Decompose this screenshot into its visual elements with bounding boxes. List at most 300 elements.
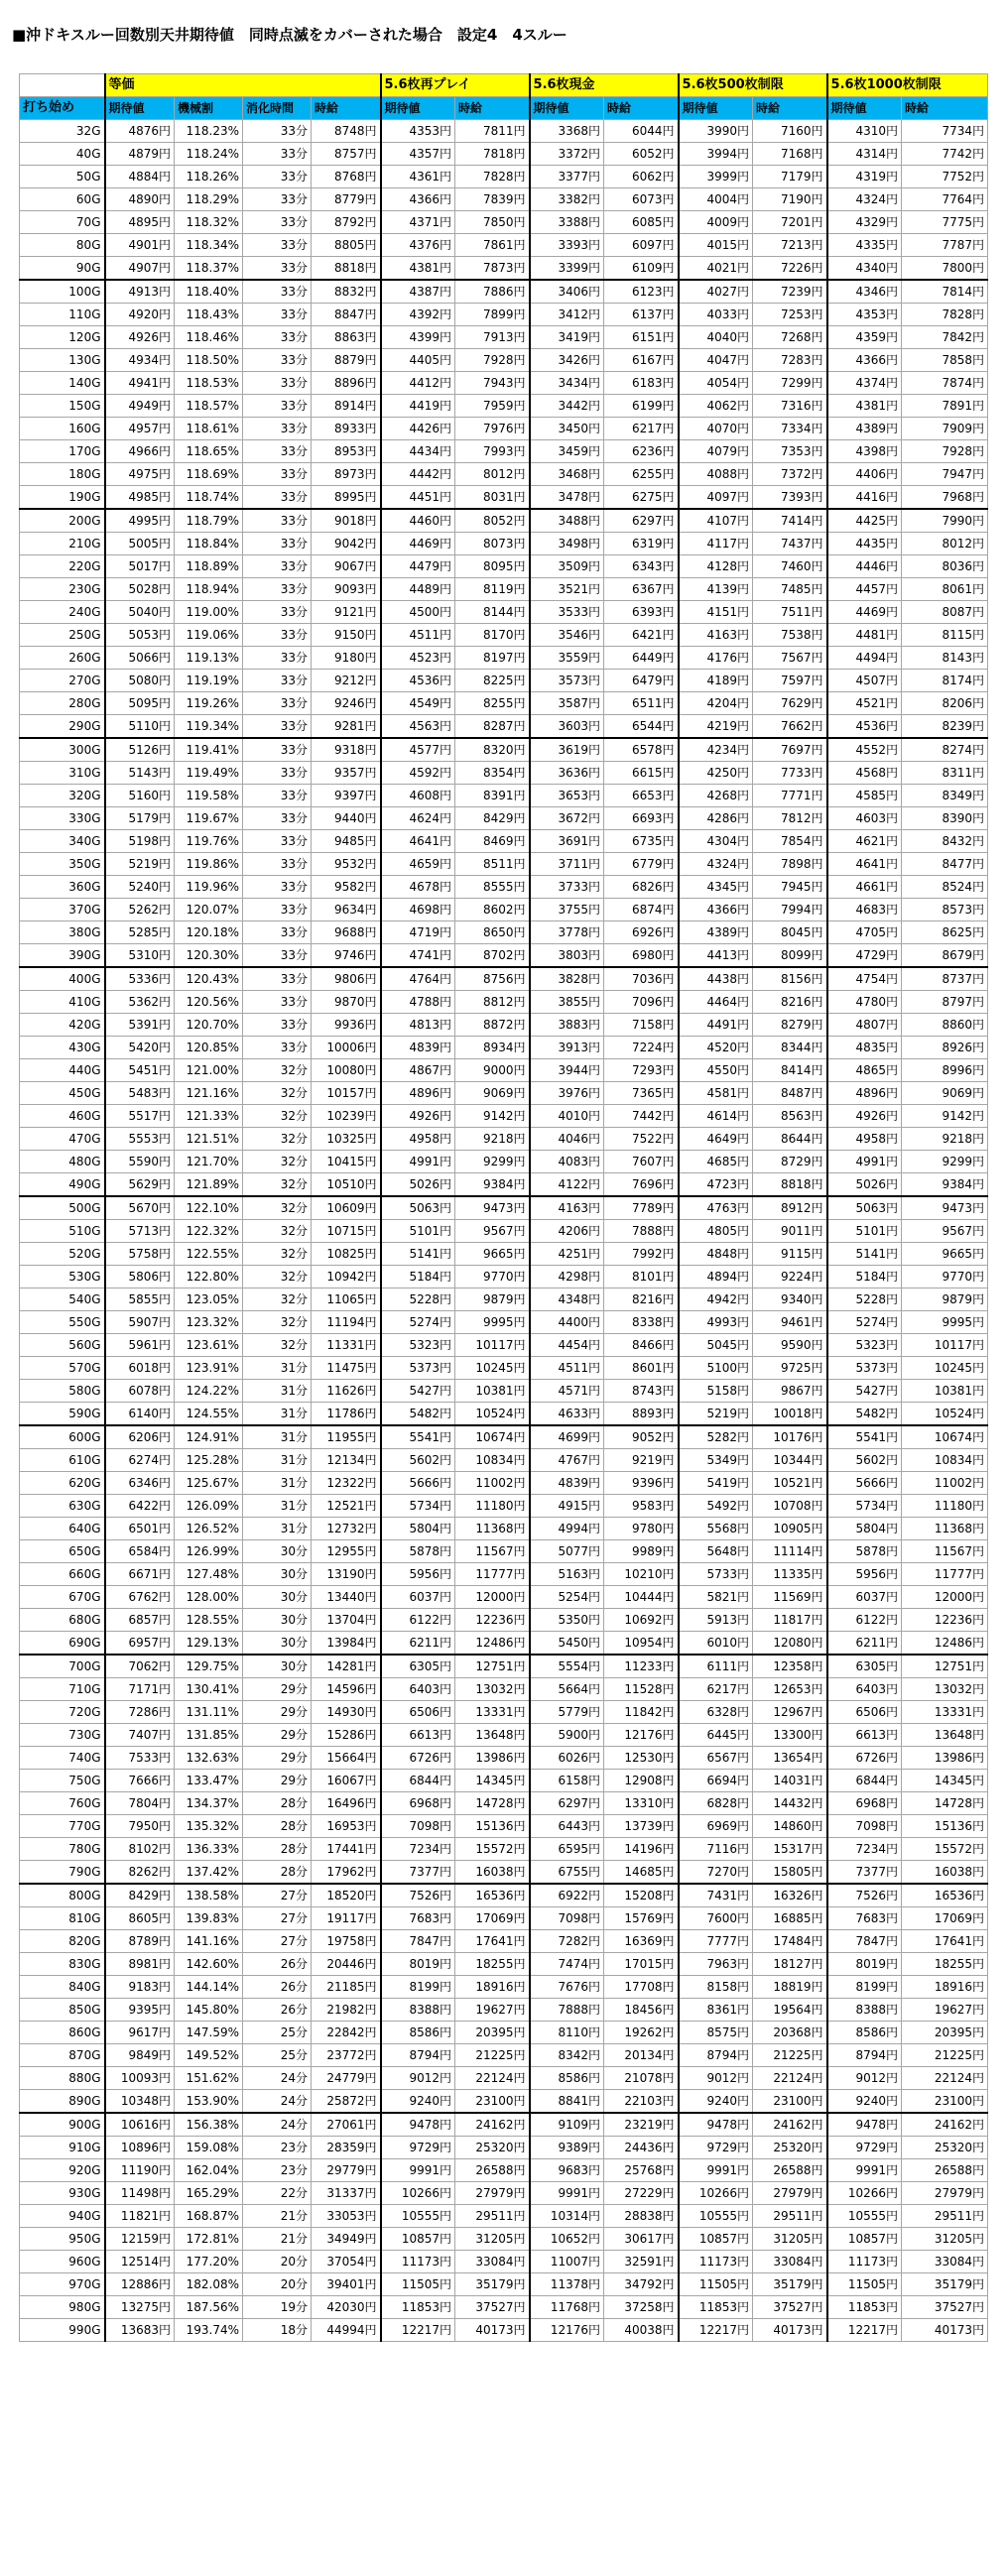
- table-cell: 8794円: [381, 2044, 455, 2067]
- table-cell: 31分: [243, 1380, 312, 1403]
- table-cell: 7414円: [753, 509, 827, 533]
- table-cell: 5734円: [827, 1495, 902, 1518]
- table-cell: 118.94%: [175, 578, 243, 601]
- table-cell: 18255円: [902, 1953, 988, 1976]
- table-cell: 40038円: [604, 2319, 679, 2342]
- table-cell: 7213円: [753, 234, 827, 257]
- table-cell: 7909円: [902, 418, 988, 440]
- table-cell: 7062円: [105, 1655, 175, 1678]
- table-cell: 4698円: [381, 899, 455, 921]
- table-cell: 13275円: [105, 2296, 175, 2319]
- table-cell: 7270円: [679, 1861, 753, 1885]
- table-cell: 9183円: [105, 1976, 175, 1999]
- table-cell: 19627円: [902, 1999, 988, 2022]
- table-cell: 121.00%: [175, 1059, 243, 1082]
- table-cell: 27分: [243, 1930, 312, 1953]
- table-cell: 7764円: [902, 188, 988, 211]
- table-cell: 11173円: [827, 2251, 902, 2273]
- table-cell: 5804円: [381, 1518, 455, 1540]
- table-cell: 5900円: [530, 1724, 604, 1747]
- table-cell: 4416円: [827, 486, 902, 510]
- table-cell: 119.58%: [175, 785, 243, 807]
- table-cell: 5219円: [679, 1403, 753, 1426]
- table-cell: 26588円: [753, 2159, 827, 2182]
- table-cell: 33分: [243, 120, 312, 143]
- start-game-cell: 510G: [20, 1220, 105, 1243]
- table-cell: 8144円: [455, 601, 530, 624]
- table-cell: 10381円: [902, 1380, 988, 1403]
- table-cell: 4839円: [381, 1037, 455, 1059]
- table-cell: 14432円: [753, 1792, 827, 1815]
- table-cell: 8115円: [902, 624, 988, 647]
- table-cell: 7190円: [753, 188, 827, 211]
- table-cell: 7372円: [753, 463, 827, 486]
- table-cell: 118.50%: [175, 349, 243, 372]
- table-cell: 13984円: [312, 1632, 381, 1656]
- table-cell: 7828円: [902, 304, 988, 326]
- table-cell: 7393円: [753, 486, 827, 510]
- table-cell: 12514円: [105, 2251, 175, 2273]
- table-cell: 4907円: [105, 257, 175, 281]
- table-cell: 4454円: [530, 1334, 604, 1357]
- table-cell: 12530円: [604, 1747, 679, 1770]
- table-cell: 132.63%: [175, 1747, 243, 1770]
- table-cell: 12751円: [455, 1655, 530, 1678]
- table-row: [20, 326, 988, 349]
- column-header-hourly: 時給: [312, 97, 381, 120]
- table-cell: 10325円: [312, 1128, 381, 1151]
- table-cell: 40173円: [455, 2319, 530, 2342]
- table-cell: 6343円: [604, 555, 679, 578]
- table-cell: 4949円: [105, 395, 175, 418]
- table-cell: 4389円: [679, 921, 753, 944]
- table-cell: 33分: [243, 326, 312, 349]
- table-cell: 3990円: [679, 120, 753, 143]
- table-cell: 32分: [243, 1105, 312, 1128]
- table-cell: 5080円: [105, 670, 175, 692]
- table-row: [20, 555, 988, 578]
- start-game-cell: 290G: [20, 715, 105, 739]
- table-cell: 5961円: [105, 1334, 175, 1357]
- table-cell: 4913円: [105, 280, 175, 304]
- table-cell: 12322円: [312, 1472, 381, 1495]
- table-cell: 10674円: [902, 1425, 988, 1449]
- table-cell: 8274円: [902, 738, 988, 762]
- table-cell: 30分: [243, 1586, 312, 1609]
- table-cell: 6615円: [604, 762, 679, 785]
- table-cell: 18456円: [604, 1999, 679, 2022]
- table-cell: 130.41%: [175, 1678, 243, 1701]
- table-cell: 5101円: [381, 1220, 455, 1243]
- table-cell: 9052円: [604, 1425, 679, 1449]
- table-cell: 12653円: [753, 1678, 827, 1701]
- table-cell: 8388円: [827, 1999, 902, 2022]
- table-cell: 10018円: [753, 1403, 827, 1426]
- table-cell: 8429円: [455, 807, 530, 830]
- table-cell: 7777円: [679, 1930, 753, 1953]
- table-cell: 9240円: [827, 2090, 902, 2114]
- table-cell: 3509円: [530, 555, 604, 578]
- table-cell: 16038円: [902, 1861, 988, 1885]
- table-cell: 5758円: [105, 1243, 175, 1266]
- table-cell: 6443円: [530, 1815, 604, 1838]
- column-header-start-game: 打ち始め: [20, 97, 105, 120]
- table-cell: 5100円: [679, 1357, 753, 1380]
- table-cell: 7976円: [455, 418, 530, 440]
- table-cell: 32分: [243, 1059, 312, 1082]
- group-header-replay: 5.6枚再プレイ: [381, 74, 530, 97]
- table-cell: 33分: [243, 853, 312, 876]
- table-cell: 8012円: [902, 533, 988, 555]
- table-cell: 123.61%: [175, 1334, 243, 1357]
- table-cell: 4608円: [381, 785, 455, 807]
- table-cell: 4117円: [679, 533, 753, 555]
- start-game-cell: 830G: [20, 1953, 105, 1976]
- table-cell: 5779円: [530, 1701, 604, 1724]
- table-cell: 8893円: [604, 1403, 679, 1426]
- start-game-cell: 350G: [20, 853, 105, 876]
- column-header-row: [20, 97, 988, 120]
- table-cell: 9115円: [753, 1243, 827, 1266]
- table-cell: 16067円: [312, 1770, 381, 1792]
- table-cell: 4010円: [530, 1105, 604, 1128]
- table-cell: 42030円: [312, 2296, 381, 2319]
- page-title: ■沖ドキスルー回数別天井期待値 同時点滅をカバーされた場合 設定4 4スルー: [12, 26, 567, 44]
- table-cell: 15664円: [312, 1747, 381, 1770]
- table-cell: 8555円: [455, 876, 530, 899]
- table-cell: 4371円: [381, 211, 455, 234]
- table-cell: 4460円: [381, 509, 455, 533]
- start-game-cell: 950G: [20, 2228, 105, 2251]
- table-cell: 10555円: [827, 2205, 902, 2228]
- table-cell: 4387円: [381, 280, 455, 304]
- table-cell: 7789円: [604, 1196, 679, 1220]
- table-cell: 5158円: [679, 1380, 753, 1403]
- table-cell: 153.90%: [175, 2090, 243, 2114]
- table-cell: 4163円: [679, 624, 753, 647]
- table-cell: 5274円: [381, 1311, 455, 1334]
- table-cell: 8019円: [381, 1953, 455, 1976]
- table-cell: 6037円: [827, 1586, 902, 1609]
- table-cell: 33分: [243, 1014, 312, 1037]
- table-cell: 3498円: [530, 533, 604, 555]
- table-cell: 4392円: [381, 304, 455, 326]
- table-cell: 9683円: [530, 2159, 604, 2182]
- table-cell: 7697円: [753, 738, 827, 762]
- start-game-cell: 860G: [20, 2022, 105, 2044]
- table-cell: 8737円: [902, 967, 988, 991]
- table-cell: 6140円: [105, 1403, 175, 1426]
- table-cell: 136.33%: [175, 1838, 243, 1861]
- start-game-cell: 360G: [20, 876, 105, 899]
- table-cell: 7992円: [604, 1243, 679, 1266]
- table-cell: 6044円: [604, 120, 679, 143]
- table-row: [20, 257, 988, 281]
- table-cell: 7299円: [753, 372, 827, 395]
- table-cell: 8779円: [312, 188, 381, 211]
- table-row: [20, 2044, 988, 2067]
- table-cell: 33分: [243, 876, 312, 899]
- table-cell: 3546円: [530, 624, 604, 647]
- table-cell: 4614円: [679, 1105, 753, 1128]
- start-game-cell: 840G: [20, 1976, 105, 1999]
- table-cell: 10093円: [105, 2067, 175, 2090]
- table-cell: 122.80%: [175, 1266, 243, 1288]
- table-cell: 5262円: [105, 899, 175, 921]
- table-cell: 3450円: [530, 418, 604, 440]
- start-game-cell: 750G: [20, 1770, 105, 1792]
- table-cell: 8601円: [604, 1357, 679, 1380]
- table-cell: 31分: [243, 1495, 312, 1518]
- table-cell: 4577円: [381, 738, 455, 762]
- table-cell: 139.83%: [175, 1907, 243, 1930]
- table-cell: 7597円: [753, 670, 827, 692]
- table-cell: 12236円: [902, 1609, 988, 1632]
- table-cell: 3636円: [530, 762, 604, 785]
- table-cell: 4767円: [530, 1449, 604, 1472]
- table-cell: 7771円: [753, 785, 827, 807]
- table-row: [20, 1815, 988, 1838]
- table-cell: 18127円: [753, 1953, 827, 1976]
- table-cell: 9384円: [902, 1173, 988, 1197]
- table-cell: 13648円: [902, 1724, 988, 1747]
- table-cell: 6584円: [105, 1540, 175, 1563]
- table-cell: 118.53%: [175, 372, 243, 395]
- table-cell: 13683円: [105, 2319, 175, 2342]
- table-cell: 9180円: [312, 647, 381, 670]
- table-cell: 18916円: [455, 1976, 530, 1999]
- table-cell: 7888円: [530, 1999, 604, 2022]
- table-cell: 5878円: [827, 1540, 902, 1563]
- table-cell: 9867円: [753, 1380, 827, 1403]
- table-cell: 5419円: [679, 1472, 753, 1495]
- table-cell: 8650円: [455, 921, 530, 944]
- table-cell: 9770円: [902, 1266, 988, 1288]
- table-cell: 5053円: [105, 624, 175, 647]
- table-cell: 8391円: [455, 785, 530, 807]
- table-row: [20, 509, 988, 533]
- table-cell: 16953円: [312, 1815, 381, 1838]
- table-cell: 33分: [243, 601, 312, 624]
- start-game-cell: 760G: [20, 1792, 105, 1815]
- table-cell: 120.07%: [175, 899, 243, 921]
- start-game-cell: 550G: [20, 1311, 105, 1334]
- table-cell: 6403円: [827, 1678, 902, 1701]
- table-cell: 12732円: [312, 1518, 381, 1540]
- table-cell: 31337円: [312, 2182, 381, 2205]
- table-cell: 8349円: [902, 785, 988, 807]
- table-cell: 5427円: [381, 1380, 455, 1403]
- table-cell: 4015円: [679, 234, 753, 257]
- table-cell: 7407円: [105, 1724, 175, 1747]
- table-cell: 10510円: [312, 1173, 381, 1197]
- table-cell: 4895円: [105, 211, 175, 234]
- table-cell: 4985円: [105, 486, 175, 510]
- table-cell: 5602円: [381, 1449, 455, 1472]
- table-cell: 4062円: [679, 395, 753, 418]
- table-cell: 4552円: [827, 738, 902, 762]
- table-cell: 12080円: [753, 1632, 827, 1656]
- table-cell: 118.74%: [175, 486, 243, 510]
- table-cell: 9011円: [753, 1220, 827, 1243]
- table-cell: 4319円: [827, 166, 902, 188]
- table-cell: 7928円: [455, 349, 530, 372]
- table-cell: 8789円: [105, 1930, 175, 1953]
- table-cell: 8995円: [312, 486, 381, 510]
- table-cell: 8575円: [679, 2022, 753, 2044]
- start-game-cell: 680G: [20, 1609, 105, 1632]
- table-cell: 4346円: [827, 280, 902, 304]
- table-cell: 5664円: [530, 1678, 604, 1701]
- table-cell: 4719円: [381, 921, 455, 944]
- table-cell: 13648円: [455, 1724, 530, 1747]
- table-cell: 24162円: [455, 2113, 530, 2137]
- table-cell: 7179円: [753, 166, 827, 188]
- table-cell: 7234円: [381, 1838, 455, 1861]
- table-cell: 7226円: [753, 257, 827, 281]
- column-header-expected-value: 期待値: [381, 97, 455, 120]
- table-cell: 6255円: [604, 463, 679, 486]
- table-cell: 21982円: [312, 1999, 381, 2022]
- table-cell: 4163円: [530, 1196, 604, 1220]
- table-cell: 7818円: [455, 143, 530, 166]
- start-game-cell: 920G: [20, 2159, 105, 2182]
- table-cell: 15136円: [455, 1815, 530, 1838]
- table-cell: 120.30%: [175, 944, 243, 968]
- table-cell: 4685円: [679, 1151, 753, 1173]
- table-cell: 11368円: [455, 1518, 530, 1540]
- table-cell: 119.49%: [175, 762, 243, 785]
- table-cell: 9991円: [530, 2182, 604, 2205]
- table-cell: 6726円: [827, 1747, 902, 1770]
- table-cell: 8926円: [902, 1037, 988, 1059]
- table-row: [20, 1151, 988, 1173]
- table-cell: 10857円: [381, 2228, 455, 2251]
- table-cell: 7253円: [753, 304, 827, 326]
- table-row: [20, 533, 988, 555]
- table-cell: 8860円: [902, 1014, 988, 1037]
- table-cell: 28分: [243, 1861, 312, 1885]
- table-cell: 3478円: [530, 486, 604, 510]
- table-cell: 7442円: [604, 1105, 679, 1128]
- table-cell: 147.59%: [175, 2022, 243, 2044]
- table-cell: 8934円: [455, 1037, 530, 1059]
- table-cell: 34792円: [604, 2273, 679, 2296]
- column-header-hourly: 時給: [455, 97, 530, 120]
- table-cell: 4374円: [827, 372, 902, 395]
- table-cell: 118.26%: [175, 166, 243, 188]
- table-cell: 7234円: [827, 1838, 902, 1861]
- table-cell: 24162円: [902, 2113, 988, 2137]
- table-cell: 14031円: [753, 1770, 827, 1792]
- start-game-cell: 580G: [20, 1380, 105, 1403]
- table-cell: 5913円: [679, 1609, 753, 1632]
- table-cell: 5077円: [530, 1540, 604, 1563]
- table-cell: 5160円: [105, 785, 175, 807]
- table-cell: 8933円: [312, 418, 381, 440]
- table-cell: 32分: [243, 1311, 312, 1334]
- table-cell: 4649円: [679, 1128, 753, 1151]
- table-cell: 28359円: [312, 2137, 381, 2159]
- table-cell: 4641円: [381, 830, 455, 853]
- table-cell: 6595円: [530, 1838, 604, 1861]
- table-cell: 8729円: [753, 1151, 827, 1173]
- table-cell: 7968円: [902, 486, 988, 510]
- table-cell: 5590円: [105, 1151, 175, 1173]
- table-cell: 10708円: [753, 1495, 827, 1518]
- table-cell: 123.05%: [175, 1288, 243, 1311]
- table-cell: 13032円: [455, 1678, 530, 1701]
- table-cell: 5126円: [105, 738, 175, 762]
- table-cell: 129.13%: [175, 1632, 243, 1656]
- table-cell: 7854円: [753, 830, 827, 853]
- table-cell: 12176円: [530, 2319, 604, 2342]
- table-cell: 9042円: [312, 533, 381, 555]
- table-cell: 13310円: [604, 1792, 679, 1815]
- table-cell: 7096円: [604, 991, 679, 1014]
- start-game-cell: 570G: [20, 1357, 105, 1380]
- table-cell: 118.24%: [175, 143, 243, 166]
- table-cell: 125.28%: [175, 1449, 243, 1472]
- table-cell: 4839円: [530, 1472, 604, 1495]
- table-cell: 5821円: [679, 1586, 753, 1609]
- table-cell: 6346円: [105, 1472, 175, 1495]
- table-cell: 8912円: [753, 1196, 827, 1220]
- table-cell: 8239円: [902, 715, 988, 739]
- table-cell: 11180円: [902, 1495, 988, 1518]
- table-cell: 15136円: [902, 1815, 988, 1838]
- table-cell: 17069円: [902, 1907, 988, 1930]
- table-cell: 5713円: [105, 1220, 175, 1243]
- table-cell: 6297円: [604, 509, 679, 533]
- table-cell: 9069円: [455, 1082, 530, 1105]
- table-row: [20, 1678, 988, 1701]
- table-cell: 4926円: [105, 326, 175, 349]
- table-cell: 129.75%: [175, 1655, 243, 1678]
- table-cell: 5648円: [679, 1540, 753, 1563]
- start-game-cell: 330G: [20, 807, 105, 830]
- table-cell: 19758円: [312, 1930, 381, 1953]
- table-cell: 39401円: [312, 2273, 381, 2296]
- table-cell: 9473円: [455, 1196, 530, 1220]
- table-cell: 9246円: [312, 692, 381, 715]
- start-game-cell: 800G: [20, 1884, 105, 1907]
- table-cell: 6010円: [679, 1632, 753, 1656]
- table-cell: 10157円: [312, 1082, 381, 1105]
- table-cell: 118.46%: [175, 326, 243, 349]
- table-cell: 6445円: [679, 1724, 753, 1747]
- table-cell: 32分: [243, 1334, 312, 1357]
- table-cell: 4926円: [827, 1105, 902, 1128]
- table-cell: 11498円: [105, 2182, 175, 2205]
- table-cell: 31分: [243, 1357, 312, 1380]
- table-cell: 4304円: [679, 830, 753, 853]
- table-cell: 29分: [243, 1701, 312, 1724]
- table-cell: 5254円: [530, 1586, 604, 1609]
- table-cell: 7293円: [604, 1059, 679, 1082]
- table-cell: 8794円: [679, 2044, 753, 2067]
- table-cell: 4491円: [679, 1014, 753, 1037]
- table-cell: 119.06%: [175, 624, 243, 647]
- table-cell: 9218円: [902, 1128, 988, 1151]
- table-cell: 19262円: [604, 2022, 679, 2044]
- table-cell: 11368円: [902, 1518, 988, 1540]
- table-cell: 23219円: [604, 2113, 679, 2137]
- table-cell: 5427円: [827, 1380, 902, 1403]
- table-cell: 4723円: [679, 1173, 753, 1197]
- table-cell: 28838円: [604, 2205, 679, 2228]
- table-cell: 26588円: [902, 2159, 988, 2182]
